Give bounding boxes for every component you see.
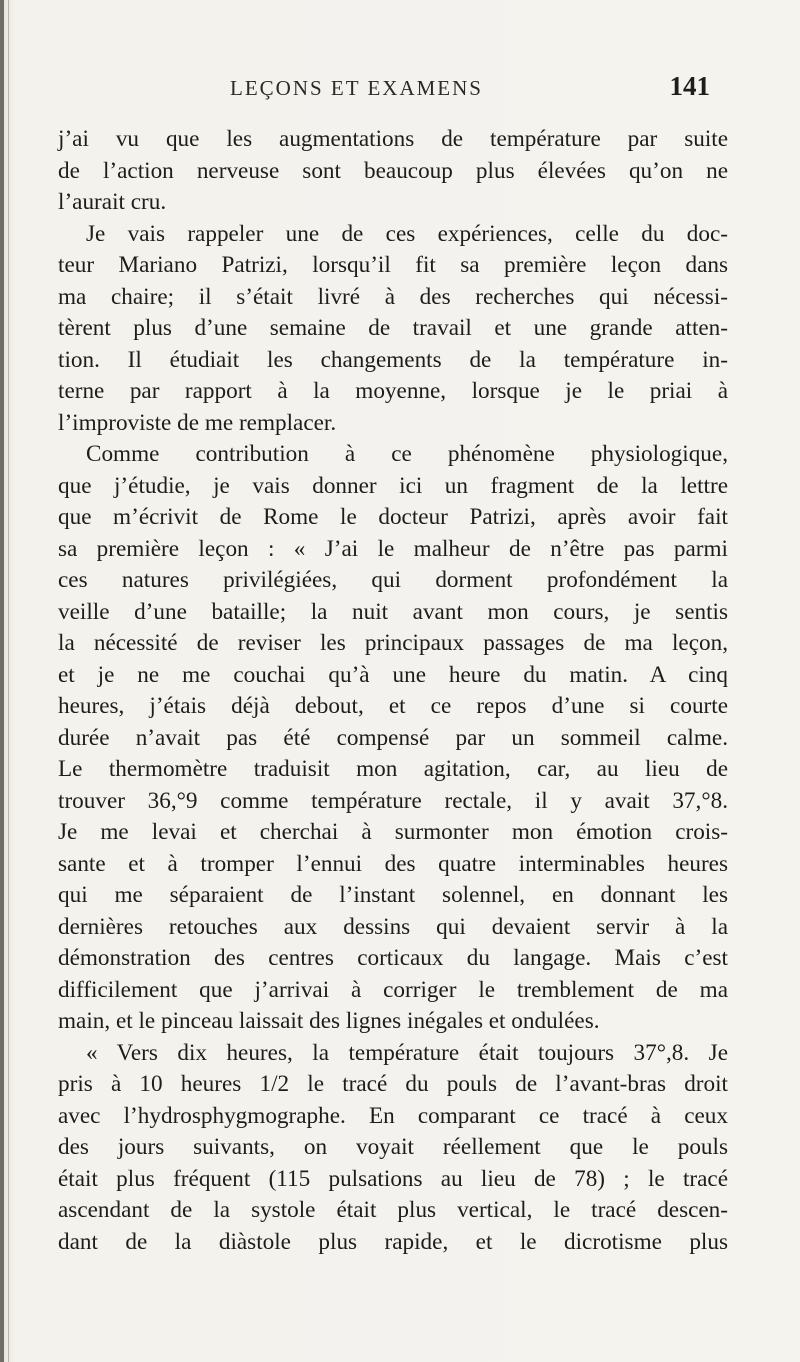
text-line: trouver 36,°9 comme température rectale, il y avait 37,°8. [58,787,728,814]
text-line: heures, j’étais déjà debout, et ce repos d’une si courte [58,693,728,719]
text-line: Comme contribution à ce phénomène physiologique, [86,441,728,467]
page-number: 141 [669,71,710,101]
text-line: qui me séparaient de l’instant solennel, en donnant les [58,882,728,908]
text-line: difficilement que j’arrivai à corriger le tremblement de ma [58,976,728,1003]
text-line: que m’écrivit de Rome le docteur Patrizi, après avoir fait [58,504,728,530]
text-line: « Vers dix heures, la température était toujours 37°,8. Je [86,1039,728,1066]
text-line: l’aurait cru. [58,189,167,215]
text-line: sa première leçon : « J’ai le malheur de n’être pas parmi [58,535,728,562]
text-line: la nécessité de reviser les principaux passages de ma leçon, [58,630,728,656]
page-binding-edge [0,0,4,1362]
text-line: j’ai vu que les augmentations de température par suite [58,126,728,152]
text-line: Je vais rappeler une de ces expériences, celle du doc- [86,220,728,247]
text-line: ascendant de la systole était plus vertical, le tracé descen- [58,1197,728,1223]
text-line: durée n’avait pas été compensé par un sommeil calme. [58,724,728,751]
text-line: veille d’une bataille; la nuit avant mon cours, je sentis [58,598,728,625]
text-line: tèrent plus d’une semaine de travail et une grande atten- [58,315,728,341]
text-line: dant de la diàstole plus rapide, et le dicrotisme plus [58,1228,728,1255]
text-line: tion. Il étudiait les changements de la température in- [58,346,728,373]
text-line: Le thermomètre traduisit mon agitation, car, au lieu de [58,756,728,782]
text-line: pris à 10 heures 1/2 le tracé du pouls de l’avant-bras droit [58,1071,728,1097]
text-line: ma chaire; il s’était livré à des recherches qui nécessi- [58,283,728,310]
text-line: démonstration des centres corticaux du langage. Mais c’est [58,945,728,971]
running-head: LEÇONS ET EXAMENS [230,76,483,100]
text-line: dernières retouches aux dessins qui devaient servir à la [58,913,728,940]
text-line: avec l’hydrosphygmographe. En comparant ce tracé à ceux [58,1102,728,1129]
page-header [230,68,710,108]
text-line: et je ne me couchai qu’à une heure du matin. A cinq [58,661,728,688]
text-line: de l’action nerveuse sont beaucoup plus élevées qu’on ne [58,157,728,184]
text-line: que j’étudie, je vais donner ici un fragment de la lettre [58,472,728,499]
text-line: l’improviste de me remplacer. [58,409,337,436]
text-line: sante et à tromper l’ennui des quatre interminables heures [58,850,728,877]
text-line: Je me levai et cherchai à surmonter mon émotion crois- [58,819,728,845]
text-line: terne par rapport à la moyenne, lorsque je le priai à [58,378,728,404]
page-binding-shadow [8,0,9,1362]
text-line: était plus fréquent (115 pulsations au lieu de 78) ; le tracé [58,1165,728,1192]
text-line: teur Mariano Patrizi, lorsqu’il fit sa première leçon dans [58,252,728,278]
body-text [58,124,728,1258]
text-line: ces natures privilégiées, qui dorment profondément la [58,567,728,593]
text-line: main, et le pinceau laissait des lignes inégales et ondulées. [58,1008,600,1034]
text-line: des jours suivants, on voyait réellement que le pouls [58,1134,728,1160]
